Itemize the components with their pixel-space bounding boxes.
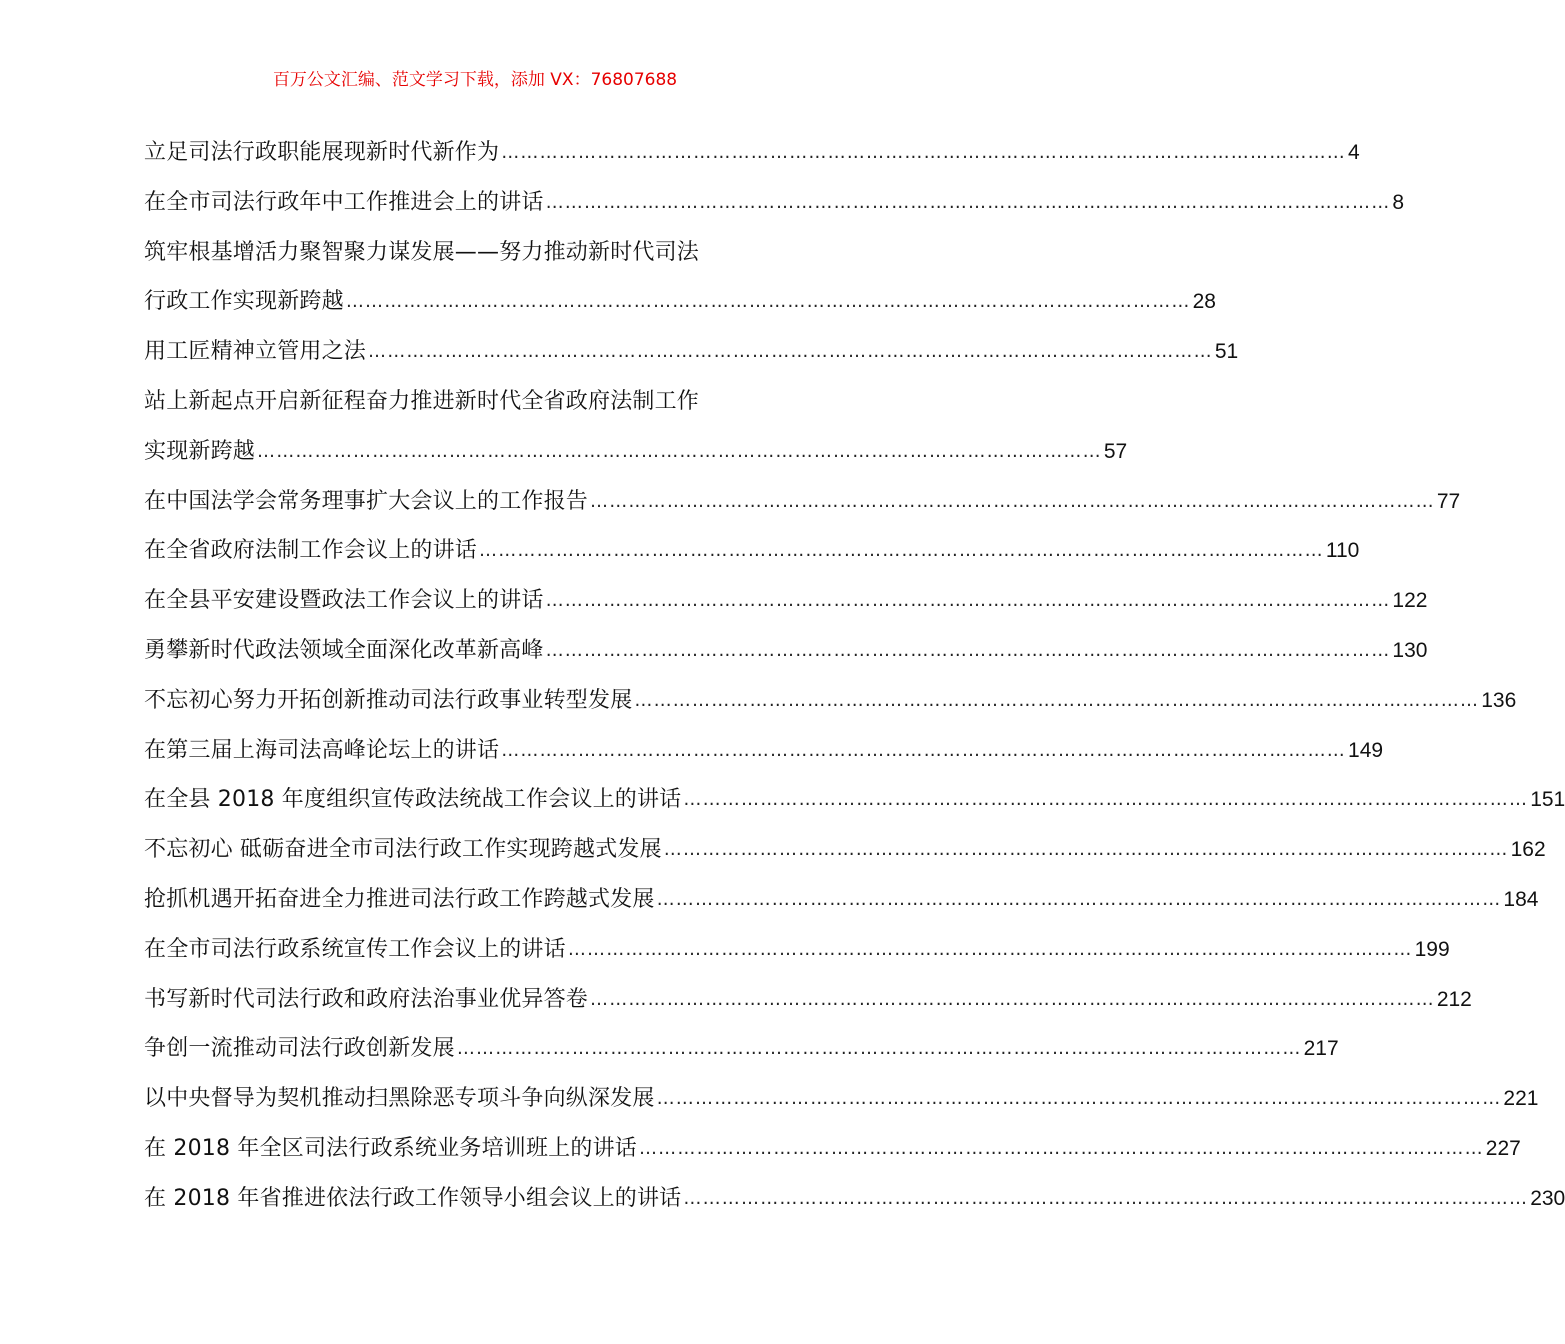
toc-entry-line	[144, 676, 1517, 726]
toc-page-number: 110	[1325, 539, 1360, 563]
toc-dot-leader: ……………………………………………………………………………………………………………………	[590, 490, 1435, 512]
toc-entry-title-continued: 行政工作实现新跨越	[144, 289, 344, 315]
toc-entry[interactable]	[144, 526, 1360, 576]
toc-page-number: 199	[1414, 937, 1450, 961]
toc-entry-line	[144, 1074, 1539, 1124]
toc-entry[interactable]	[144, 377, 1128, 477]
toc-page-number: 212	[1436, 987, 1472, 1011]
toc-entry[interactable]	[144, 327, 1239, 377]
toc-entry[interactable]	[144, 775, 1565, 825]
toc-entry-title: 立足司法行政职能展现新时代新作为	[144, 140, 500, 165]
toc-entry[interactable]	[144, 576, 1428, 626]
toc-entry-title-continued: 实现新跨越	[144, 438, 256, 464]
toc-page-number: 51	[1214, 340, 1239, 364]
toc-dot-leader: ……………………………………………………………………………………………………………………	[683, 1187, 1529, 1209]
toc-entry-line	[144, 875, 1539, 925]
toc-dot-leader: ……………………………………………………………………………………………………………………	[501, 739, 1347, 761]
toc-page-number: 221	[1503, 1087, 1539, 1111]
toc-dot-leader: ……………………………………………………………………………………………………………………	[545, 639, 1391, 661]
toc-entry-line	[144, 1174, 1565, 1224]
toc-page-number: 149	[1348, 738, 1384, 762]
toc-entry[interactable]	[144, 477, 1461, 527]
toc-page-number: 217	[1303, 1037, 1339, 1061]
toc-entry-title: 在 2018 年全区司法行政系统业务培训班上的讲话	[144, 1135, 637, 1161]
toc-entry-title: 站上新起点开启新征程奋力推进新时代全省政府法制工作	[144, 388, 700, 414]
toc-entry-line	[144, 726, 1384, 776]
toc-page-number: 230	[1530, 1186, 1565, 1210]
toc-page-number: 151	[1530, 788, 1565, 812]
toc-entry[interactable]	[144, 1024, 1339, 1074]
toc-entry-title: 不忘初心 砥砺奋进全市司法行政工作实现跨越式发展	[144, 837, 662, 863]
toc-entry-line	[144, 477, 1461, 527]
toc-dot-leader: ……………………………………………………………………………………………………………………	[501, 142, 1347, 163]
toc-entry-title: 争创一流推动司法行政创新发展	[144, 1036, 455, 1062]
toc-entry-line	[144, 576, 1428, 626]
toc-page-number: 57	[1103, 439, 1128, 463]
toc-entry[interactable]	[144, 1174, 1565, 1224]
toc-page-number: 162	[1510, 838, 1546, 862]
toc-entry-line	[144, 377, 806, 427]
toc-entry-line	[144, 1124, 1521, 1174]
toc-entry-title: 在中国法学会常务理事扩大会议上的工作报告	[144, 488, 589, 514]
toc-dot-leader: ……………………………………………………………………………………………………………………	[590, 988, 1435, 1010]
toc-entry-title: 抢抓机遇开拓奋进全力推进司法行政工作跨越式发展	[144, 886, 655, 912]
toc-entry-line	[144, 975, 1472, 1025]
toc-entry-line	[144, 825, 1546, 875]
toc-entry-line	[144, 228, 806, 278]
toc-dot-leader: ……………………………………………………………………………………………………………………	[545, 590, 1391, 612]
toc-entry[interactable]	[144, 1074, 1539, 1124]
toc-entry-title: 在 2018 年省推进依法行政工作领导小组会议上的讲话	[144, 1185, 682, 1211]
toc-page-number: 130	[1392, 638, 1428, 662]
toc-entry[interactable]	[144, 178, 1405, 228]
toc-dot-leader: ……………………………………………………………………………………………………………………	[545, 191, 1391, 213]
toc-entry[interactable]	[144, 1124, 1521, 1174]
toc-entry-line	[144, 277, 1216, 327]
toc-entry-title: 在第三届上海司法高峰论坛上的讲话	[144, 737, 500, 763]
toc-dot-leader: ……………………………………………………………………………………………………………………	[257, 440, 1102, 462]
toc-dot-leader: ……………………………………………………………………………………………………………………	[368, 341, 1213, 363]
toc-entry[interactable]	[144, 975, 1472, 1025]
toc-dot-leader: ……………………………………………………………………………………………………………………	[638, 1137, 1484, 1159]
table-of-contents	[144, 128, 1565, 1224]
toc-dot-leader: ……………………………………………………………………………………………………………………	[456, 1038, 1302, 1060]
toc-entry-line	[144, 626, 1428, 676]
toc-entry-line	[144, 178, 1405, 228]
toc-dot-leader: ……………………………………………………………………………………………………………………	[479, 540, 1324, 562]
toc-entry[interactable]	[144, 128, 1360, 178]
toc-dot-leader: ……………………………………………………………………………………………………………………	[656, 1088, 1502, 1110]
toc-page-number: 227	[1485, 1136, 1521, 1160]
toc-page-number: 184	[1503, 887, 1539, 911]
document-header: 百万公文汇编、范文学习下载，添加 VX：76807688	[272, 70, 678, 90]
toc-entry[interactable]	[144, 726, 1384, 776]
toc-dot-leader: ……………………………………………………………………………………………………………………	[663, 839, 1509, 861]
toc-page-number: 28	[1192, 290, 1216, 314]
toc-entry-title: 勇攀新时代政法领域全面深化改革新高峰	[144, 637, 544, 663]
toc-dot-leader: ……………………………………………………………………………………………………………………	[345, 291, 1191, 313]
toc-entry[interactable]	[144, 228, 1216, 328]
toc-dot-leader: ……………………………………………………………………………………………………………………	[567, 938, 1413, 960]
toc-entry[interactable]	[144, 825, 1546, 875]
toc-entry-line	[144, 128, 1360, 178]
toc-entry-title: 筑牢根基增活力聚智聚力谋发展——努力推动新时代司法	[144, 239, 700, 265]
toc-entry-title: 在全市司法行政系统宣传工作会议上的讲话	[144, 936, 566, 962]
toc-entry-line	[144, 1024, 1339, 1074]
toc-entry-title: 用工匠精神立管用之法	[144, 339, 367, 365]
toc-entry-line	[144, 327, 1239, 377]
toc-page-number: 8	[1392, 190, 1405, 214]
toc-entry[interactable]	[144, 925, 1450, 975]
toc-entry-line	[144, 925, 1450, 975]
toc-entry-title: 以中央督导为契机推动扫黑除恶专项斗争向纵深发展	[144, 1086, 655, 1112]
toc-entry[interactable]	[144, 875, 1539, 925]
toc-entry-line	[144, 526, 1360, 576]
toc-page-number: 136	[1481, 688, 1517, 712]
toc-entry-line	[144, 427, 1128, 477]
toc-entry-title: 在全县平安建设暨政法工作会议上的讲话	[144, 588, 544, 614]
toc-dot-leader: ……………………………………………………………………………………………………………………	[683, 789, 1529, 811]
toc-page-number: 122	[1392, 589, 1428, 613]
toc-page-number: 4	[1348, 141, 1360, 164]
toc-dot-leader: ……………………………………………………………………………………………………………………	[656, 888, 1502, 910]
toc-entry-title: 在全市司法行政年中工作推进会上的讲话	[144, 189, 544, 215]
toc-entry[interactable]	[144, 626, 1428, 676]
toc-page-number: 77	[1436, 489, 1461, 513]
toc-entry-title: 不忘初心努力开拓创新推动司法行政事业转型发展	[144, 687, 633, 713]
toc-entry-title: 在全县 2018 年度组织宣传政法统战工作会议上的讲话	[144, 787, 682, 813]
toc-entry[interactable]	[144, 676, 1517, 726]
toc-entry-line	[144, 775, 1565, 825]
toc-entry-title: 书写新时代司法行政和政府法治事业优异答卷	[144, 986, 589, 1012]
toc-dot-leader: ……………………………………………………………………………………………………………………	[634, 689, 1480, 711]
toc-entry-title: 在全省政府法制工作会议上的讲话	[144, 538, 478, 564]
